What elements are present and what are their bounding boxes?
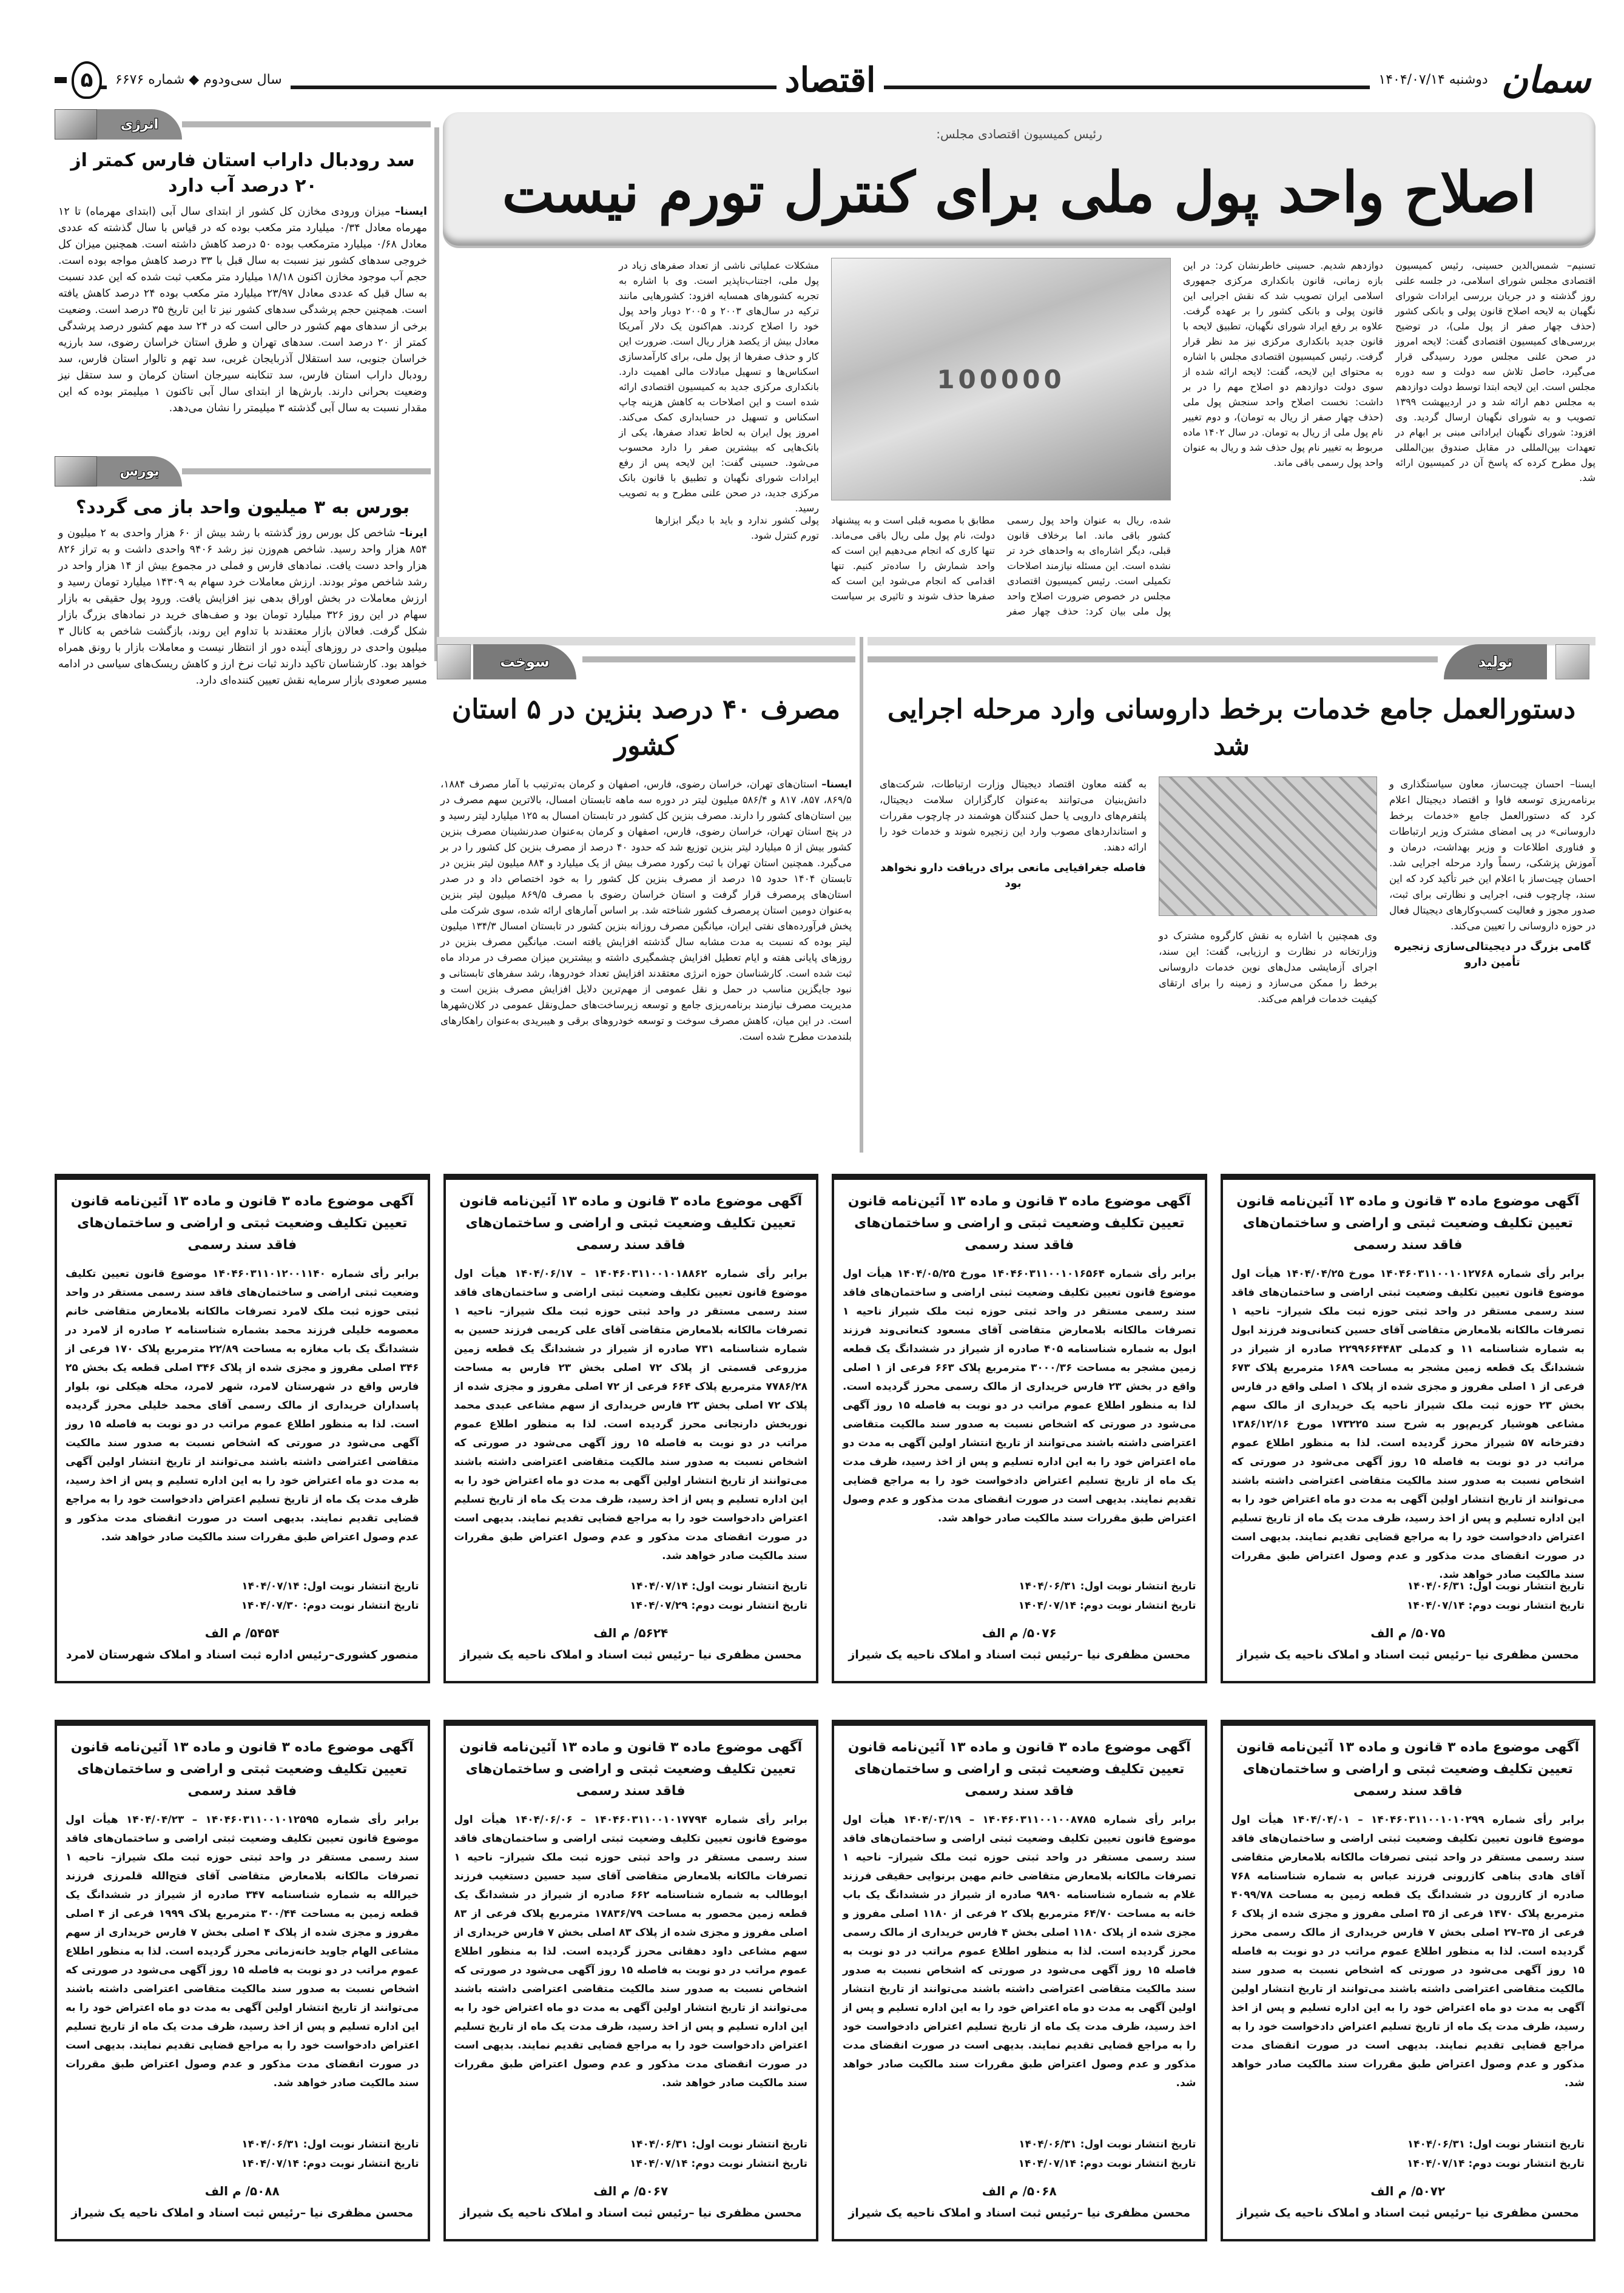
notice-title: آگهی موضوع ماده ۳ قانون و ماده ۱۳ آئین‌نامه قانون تعیین تکلیف وضعیت ثبتی و اراضی و ساختمان‌های فاقد سند رسمی bbox=[1236, 1194, 1580, 1253]
notice-signature: محسن مظفری نیا –رئیس ثبت اسناد و املاک ناحیه یک شیراز bbox=[71, 2206, 414, 2220]
notice-code: ۵۶۲۴/ م الف bbox=[593, 1626, 669, 1640]
first-date-label: تاریخ انتشار نوبت اول: bbox=[303, 1580, 419, 1592]
second-date-label: تاریخ انتشار نوبت دوم: bbox=[1468, 1600, 1585, 1612]
energy-body-text: میزان ورودی مخازن کل کشور از ابتدای سال آبی (ابتدای مهرماه) تا ۱۲ مهرماه معادل ۰/۳۴ میلیارد متر مکعب بوده که در قیاس با سال گذشته که عددی معادل ۰/۶۸ میلیارد مترمکعب بوده ۵۰ درصد کاهش داشته است. همچنین میزان کل خروجی سدهای کشور نیز نسبت به سال قبل با ۳۳ درصد کاهش مواجه بوده است. حجم آب موجود مخازن اکنون ۱۸/۱۸ میلیارد متر مکعب ثبت شده که این عدد نسبت به سال قبل که عددی معادل ۲۳/۹۷ میلیارد متر مکعب بوده ۲۴ درصد کاهش یافته است. همچنین حجم پرشدگی سدهای کشور نیز تا این تاریخ ۳۵ درصد است. وضعیت برخی از سدهای مهم کشور در حالی است که در ۲۴ سد مهم کشور درصد پرشدگی کمتر از ۲۰ درصد است. سدهای تهران و طرق استان خراسان رضوی، سد بارزیه خراسان جنوبی، سد استقلال آذربایجان غربی، سد تهم و تالوار استان فارس، سد رودبال داراب استان فارس، سد تنکابنه سیرجان استان کرمان و سد ستقل نیز وضعیت بحرانی دارند. بارش‌ها از ابتدای سال آبی تاکنون ۱ میلیمتر بوده که این مقدار نسبت به سال آبی گذشته ۳ میلیمتر را نشان می‌دهد. bbox=[58, 206, 428, 414]
health-col-3-text: به گفته معاون اقتصاد دیجیتال وزارت ارتباطات، شرکت‌های دانش‌بنیان می‌توانند به‌عنوان کارگزاران سلامت دیجیتال، پلتفرم‌های دارویی یا حمل کنندگان هوشمند در چارچوب مقررات و استانداردهای مصوب وارد این زنجیره شوند و خدمات خود را ارائه دهند. bbox=[880, 778, 1147, 853]
notice-signature: محسن مظفری نیا –رئیس ثبت اسناد و املاک ناحیه یک شیراز bbox=[459, 2206, 802, 2220]
first-date-value: ۱۴۰۴/۰۶/۳۱ bbox=[241, 2138, 300, 2150]
fuel-nozzle-icon bbox=[437, 644, 471, 679]
issue-number: سال سی‌ودوم ◆ شماره ۶۶۷۶ bbox=[107, 71, 291, 89]
bourse-headline: بورس به ۳ میلیون واحد باز می گردد؟ bbox=[75, 497, 410, 518]
second-date-label: تاریخ انتشار نوبت دوم: bbox=[1079, 2158, 1196, 2170]
tag-bar bbox=[582, 656, 855, 662]
first-date-value: ۱۴۰۴/۰۶/۳۱ bbox=[1019, 1580, 1077, 1592]
fuel-body bbox=[437, 776, 855, 1045]
notice-code: ۵۰۶۷/ م الف bbox=[593, 2184, 669, 2198]
notice-code: ۵۰۷۵/ م الف bbox=[1370, 1626, 1446, 1640]
top-story-headline: اصلاح واحد پول ملی برای کنترل تورم نیست bbox=[502, 160, 1537, 225]
second-date-label: تاریخ انتشار نوبت دوم: bbox=[1468, 2158, 1585, 2170]
second-date-value: ۱۴۰۴/۰۷/۱۴ bbox=[1018, 2158, 1077, 2170]
legal-notice bbox=[1221, 1174, 1596, 1683]
notice-title: آگهی موضوع ماده ۳ قانون و ماده ۱۳ آئین‌نامه قانون تعیین تکلیف وضعیت ثبتی و اراضی و ساختمان‌های فاقد سند رسمی bbox=[847, 1740, 1191, 1799]
first-date-value: ۱۴۰۴/۰۷/۱۴ bbox=[241, 1580, 300, 1592]
bourse-article bbox=[55, 456, 431, 687]
fuel-article bbox=[437, 637, 855, 1153]
legal-notice bbox=[55, 1720, 430, 2241]
masthead bbox=[55, 58, 1595, 103]
first-date-label: تاریخ انتشار نوبت اول: bbox=[303, 2138, 419, 2150]
notice-signature: محسن مظفری نیا –رئیس ثبت اسناد و املاک ناحیه یک شیراز bbox=[1236, 2206, 1579, 2220]
notice-first-date bbox=[843, 2135, 1196, 2154]
banknote-figure: 100000 bbox=[937, 364, 1065, 394]
bourse-tag bbox=[55, 456, 431, 487]
health-col-1-text: ایسنا– احسان چیت‌ساز، معاون سیاستگذاری و برنامه‌ریزی توسعه فاوا و اقتصاد دیجیتال اعلام کرد که دستورالعمل جامع «خدمات برخط داروسانی» در پی امضای مشترک وزیر ارتباطات و فناوری اطلاعات و وزیر بهداشت، درمان و آموزش پزشکی، رسماً وارد مرحله اجرایی شد. احسان چیت‌ساز با اعلام این خبر تأکید کرد که این سند، چارچوب فنی، اجرایی و نظارتی برای ثبت، صدور مجوز و فعالیت کسب‌وکارهای دیجیتال فعال در حوزه داروسانی را تعیین می‌کند. bbox=[1389, 778, 1595, 932]
legal-notice bbox=[443, 1720, 819, 2241]
top-story-columns bbox=[443, 258, 1595, 628]
health-tag bbox=[868, 637, 1595, 679]
legal-notice bbox=[1221, 1720, 1596, 2241]
second-date-label: تاریخ انتشار نوبت دوم: bbox=[691, 1600, 807, 1612]
bourse-source: ایرنا– bbox=[399, 527, 427, 539]
notice-body: برابر رأی شماره ۱۴۰۴۶۰۳۱۱۰۰۱۰۱۲۷۶۸ مورخ ۱۴۰۴/۰۴/۲۵ هیأت اول موضوع قانون تعیین تکلیف وضعیت ثبتی اراضی و ساختمان‌های فاقد سند رسمی مستقر در واحد ثبتی حوزه ثبت ملک شیراز– ناحیه ۱ تصرفات مالکانه بلامعارض متقاضی آقای حسین کنعانی‌وند فرزند ابول به شماره شناسنامه ۱۱ و کدملی ۲۲۹۹۶۶۴۴۸۳ صادره از شیراز در ششدانگ یک قطعه زمین مشجر به مساحت ۱۶۸۹ مترمربع پلاک ۶۷۳ فرعی از ۱ اصلی مفروز و مجزی شده از پلاک ۱ اصلی واقع در فارس بخش ۲۳ حوزه ثبت ملک شیراز ناحیه یک خریداری از مالک سهم مشاعی هوشیار کریم‌پور به شرح سند ۱۷۳۲۲۵ مورخ ۱۳۸۶/۱۲/۱۶ دفترخانه ۵۷ شیراز محرز گردیده است. لذا به منظور اطلاع عموم مراتب در دو نوبت به فاصله ۱۵ روز آگهی می‌شود در صورتی که اشخاص نسبت به صدور سند مالکیت متقاضی اعتراضی داشته باشند می‌توانند از تاریخ انتشار اولین آگهی به مدت دو ماه اعتراض خود را به این اداره تسلیم و پس از اخذ رسید، ظرف مدت یک ماه از تاریخ تسلیم اعتراض دادخواست خود را به مراجع قضایی تقدیم نمایند. بدیهی است در صورت انقضای مدت مذکور و عدم وصول اعتراض طبق مقررات سند مالکیت صادر خواهد شد. bbox=[1231, 1268, 1585, 1581]
health-headline: دستورالعمل جامع خدمات برخط داروسانی وارد مرحله اجرایی شد bbox=[887, 694, 1576, 761]
notice-title: آگهی موضوع ماده ۳ قانون و ماده ۱۳ آئین‌نامه قانون تعیین تکلیف وضعیت ثبتی و اراضی و ساختمان‌های فاقد سند رسمی bbox=[1236, 1740, 1580, 1799]
tag-bar bbox=[868, 656, 1438, 662]
notice-body: برابر رأی شماره ۱۴۰۴۶۰۳۱۱۰۰۱۰۰۸۷۸۵ – ۱۴۰۴/۰۳/۱۹ هیأت اول موضوع قانون تعیین تکلیف وضعیت ثبتی اراضی و ساختمان‌های فاقد سند رسمی مستقر در واحد ثبتی حوزه ثبت ملک شیراز– ناحیه ۱ تصرفات مالکانه بلامعارض متقاضی خانم مهین برنوایی حقیقی فرزند غلام به شماره شناسنامه ۹۸۹۰ صادره از شیراز در ششدانگ یک باب خانه به مساحت ۶۴/۷۰ مترمربع پلاک ۲ فرعی از ۱۱۸۰ اصلی مفروز و مجزی شده از پلاک ۱۱۸۰ اصلی بخش ۴ فارس خریداری از مالک رسمی محرز گردیده است. لذا به منظور اطلاع عموم مراتب در دو نوبت به فاصله ۱۵ روز آگهی می‌شود در صورتی که اشخاص نسبت به صدور سند مالکیت متقاضی اعتراضی داشته باشند می‌توانند از تاریخ انتشار اولین آگهی به مدت دو ماه اعتراض خود را به این اداره تسلیم و پس از اخذ رسید، ظرف مدت یک ماه از تاریخ تسلیم اعتراض دادخواست خود را به مراجع قضایی تقدیم نمایند. بدیهی است در صورت انقضای مدت مذکور و عدم وصول اعتراض طبق مقررات سند مالکیت صادر خواهد شد. bbox=[843, 1814, 1196, 2089]
fuel-tag bbox=[437, 637, 855, 679]
energy-source: ایسنا– bbox=[395, 206, 427, 218]
puzzle-icon bbox=[1555, 644, 1589, 679]
energy-body bbox=[55, 204, 431, 417]
section-title: اقتصاد bbox=[777, 58, 884, 103]
first-date-value: ۱۴۰۴/۰۷/۱۴ bbox=[630, 1580, 689, 1592]
health-subheading-2: گامی بزرگ در دیجیتالی‌سازی زنجیره تأمین دارو bbox=[1394, 940, 1591, 969]
legal-notices-row-2 bbox=[55, 1720, 1595, 2241]
notice-code: ۵۰۷۶/ م الف bbox=[982, 1626, 1057, 1640]
notice-signature: منصور کشوری–رئیس اداره ثبت اسناد و املاک شهرستان لامرد bbox=[66, 1648, 419, 1662]
issue-date: دوشنبه ۱۴۰۴/۰۷/۱۴ bbox=[1370, 71, 1496, 89]
first-date-label: تاریخ انتشار نوبت اول: bbox=[692, 2138, 807, 2150]
legal-notice bbox=[443, 1174, 819, 1683]
top-story-kicker: رئیس کمیسیون اقتصادی مجلس: bbox=[936, 127, 1102, 141]
notice-second-date bbox=[843, 1596, 1196, 1615]
page-dash bbox=[55, 77, 67, 83]
second-date-value: ۱۴۰۴/۰۷/۱۴ bbox=[241, 2158, 300, 2170]
tag-bar bbox=[182, 121, 431, 127]
top-story-col-3: شده، ریال به عنوان واحد پول رسمی کشور باقی ماند. اما برخلاف قانون قبلی، دیگر اشاره‌ای به واحدهای خرد تر نشده است. این مسئله نیازمند اصلاحات تکمیلی است. رئیس کمیسیون اقتصادی مجلس در خصوص ضرورت اصلاح واحد پول ملی بیان کرد: حذف چهار صفر مطابق با مصوبه قبلی است و به پیشنهاد دولت، نام پول ملی ریال باقی می‌ماند. تنها کاری که انجام می‌دهیم این است که واحد شمارش را ساده‌تر کنیم. تنها اقدامی که انجام می‌شود این است که صفرها حذف شوند و تاثیری بر سیاست پولی کشور ندارد و باید با دیگر ابزارها تورم کنترل شود. bbox=[655, 514, 1171, 617]
second-date-label: تاریخ انتشار نوبت دوم: bbox=[302, 1600, 419, 1612]
middle-row bbox=[437, 637, 1595, 1153]
notice-signature: محسن مظفری نیا –رئیس ثبت اسناد و املاک ناحیه یک شیراز bbox=[1236, 1648, 1579, 1662]
first-date-label: تاریخ انتشار نوبت اول: bbox=[1080, 2138, 1196, 2150]
fuel-tag-label: سوخت bbox=[473, 644, 576, 679]
first-date-value: ۱۴۰۴/۰۶/۳۱ bbox=[630, 2138, 689, 2150]
notice-second-date bbox=[454, 2154, 808, 2173]
fuel-headline: مصرف ۴۰ درصد بنزین در ۵ استان کشور bbox=[451, 694, 841, 761]
top-story bbox=[443, 112, 1595, 634]
second-date-label: تاریخ انتشار نوبت دوم: bbox=[1079, 1600, 1196, 1612]
top-story-col-2: دوازدهم شدیم. حسینی خاطرنشان کرد: در این بازه زمانی، قانون بانکداری مرکزی جمهوری اسلامی ایران تصویب شد که نقش اجرایی این قانون پولی و بانکی کشور را بر عهده گرفت. علاوه بر رفع ایراد شورای نگهبان، تطبیق لایحه با قانون جدید بانکداری مرکزی نیز مد نظر قرار گرفت. رئیس کمیسیون اقتصادی مجلس با اشاره به محتوای این لایحه، گفت: لایحه ارائه شده از سوی دولت دوازدهم دو اصلاح مهم را در بر داشت: نخست اصلاح واحد سنجش پول ملی (حذف چهار صفر از ریال به تومان)، و دوم تغییر نام پول ملی از ریال به تومان. در سال ۱۴۰۲ ماده مربوط به تغییر نام پول حذف شد و ریال به عنوان واحد پول رسمی باقی ماند. bbox=[1183, 260, 1383, 468]
notice-second-date bbox=[66, 2154, 419, 2173]
notice-title: آگهی موضوع ماده ۳ قانون و ماده ۱۳ آئین‌نامه قانون تعیین تکلیف وضعیت ثبتی و اراضی و ساختمان‌های فاقد سند رسمی bbox=[70, 1194, 414, 1253]
notice-first-date bbox=[454, 1577, 808, 1596]
notice-code: ۵۴۵۴/ م الف bbox=[204, 1626, 280, 1640]
notice-body: برابر رأی شماره ۱۴۰۴۶۰۳۱۱۰۰۱۰۱۸۸۶۲ – ۱۴۰۴/۰۶/۱۷ هیأت اول موضوع قانون تعیین تکلیف وضعیت ثبتی اراضی و ساختمان‌های فاقد سند رسمی مستقر در واحد ثبتی حوزه ثبت ملک شیراز– ناحیه ۱ تصرفات مالکانه بلامعارض متقاضی آقای علی کریمی فرزند حسین به شماره شناسنامه ۷۳۱ صادره از شیراز در ششدانگ یک قطعه زمین مزروعی قسمتی از پلاک ۷۲ اصلی بخش ۲۳ فارس به مساحت ۷۷۸۶/۲۸ مترمربع پلاک ۶۶۴ فرعی از ۷۲ اصلی مفروز و مجزی شده از پلاک ۷۲ اصلی بخش ۲۳ فارس خریداری از سهم مشاعی عبدی محمد نوربخش دارنجانی محرز گردیده است. لذا به منظور اطلاع عموم مراتب در دو نوبت به فاصله ۱۵ روز آگهی می‌شود در صورتی که اشخاص نسبت به صدور سند مالکیت متقاضی اعتراضی داشته باشند می‌توانند از تاریخ انتشار اولین آگهی به مدت دو ماه اعتراض خود را به این اداره تسلیم و پس از اخذ رسید، ظرف مدت یک ماه از تاریخ تسلیم اعتراض دادخواست خود را به مراجع قضایی تقدیم نمایند. بدیهی است در صورت انقضای مدت مذکور و عدم وصول اعتراض طبق مقررات سند مالکیت صادر خواهد شد. bbox=[454, 1268, 808, 1562]
first-date-label: تاریخ انتشار نوبت اول: bbox=[1469, 2138, 1585, 2150]
notice-signature: محسن مظفری نیا –رئیس ثبت اسناد و املاک ناحیه یک شیراز bbox=[848, 2206, 1191, 2220]
top-story-col-1: تسنیم– شمس‌الدین حسینی، رئیس کمیسیون اقتصادی مجلس شورای اسلامی، در جلسه علنی روز گذشته و در جریان بررسی ایرادات شورای نگهبان به لایحه اصلاح قانون پولی و بانکی کشور (حذف چهار صفر از پول ملی)، در توضیح بررسی‌های کمیسیون اقتصادی گفت: لایحه امروز در صحن علنی مجلس مورد رسیدگی قرار می‌گیرد، حاصل تلاش سه دولت و سه دوره مجلس است. این لایحه ابتدا توسط دولت دوازدهم به مجلس دهم ارائه شد و در اردیبهشت ۱۳۹۹ تصویب و به شورای نگهبان ارسال گردید. وی افزود: شورای نگهبان ایراداتی مبنی بر ابهام در تعهدات بین‌المللی در مقابل صندوق بین‌المللی پول مطرح کرده که پاسخ آن در کمیسیون ارائه شد. bbox=[1395, 260, 1595, 483]
left-column bbox=[55, 109, 431, 687]
notice-body: برابر رأی شماره ۱۴۰۴۶۰۳۱۱۰۰۱۰۱۶۵۶۴ مورخ ۱۴۰۴/۰۵/۲۵ هیأت اول موضوع قانون تعیین تکلیف وضعیت ثبتی اراضی و ساختمان‌های فاقد سند رسمی مستقر در واحد ثبتی حوزه ثبت ملک شیراز ناحیه ۱ تصرفات مالکانه بلامعارض متقاضی آقای مسعود کنعانی‌وند فرزند ابول به شماره شناسنامه ۴۰۵ صادره از شیراز در ششدانگ یک قطعه زمین مشجر به مساحت ۳۰۰۰/۳۶ مترمربع پلاک ۶۶۳ فرعی از ۱ اصلی واقع در بخش ۲۳ فارس خریداری از مالک رسمی محرز گردیده است. لذا به منظور اطلاع عموم مراتب در دو نوبت به فاصله ۱۵ روز آگهی می‌شود در صورتی که اشخاص نسبت به صدور سند مالکیت متقاضی اعتراضی داشته باشند می‌توانند از تاریخ انتشار اولین آگهی به مدت دو ماه اعتراض خود را به این اداره تسلیم و پس از اخذ رسید، ظرف مدت یک ماه از تاریخ تسلیم اعتراض دادخواست خود را به مراجع قضایی تقدیم نمایند. بدیهی است در صورت انقضای مدت مذکور و عدم وصول اعتراض طبق مقررات سند مالکیت صادر خواهد شد. bbox=[843, 1268, 1196, 1524]
notice-first-date bbox=[1231, 2135, 1585, 2154]
first-date-value: ۱۴۰۴/۰۶/۳۱ bbox=[1019, 2138, 1077, 2150]
notice-body: برابر رأی شماره ۱۴۰۴۶۰۳۱۱۰۰۱۰۱۰۲۹۹ – ۱۴۰۴/۰۴/۰۱ هیأت اول موضوع قانون تعیین تکلیف وضعیت ثبتی اراضی و ساختمان‌های فاقد سند رسمی مستقر در واحد ثبتی تصرفات مالکانه بلامعارض متقاضی آقای هادی بناهی کازرونی فرزند عباس به شماره شناسنامه ۷۶۸ صادره از کازرون در ششدانگ یک قطعه زمین به مساحت ۴۰۹۹/۷۸ مترمربع پلاک ۱۴۷۰ فرعی از ۳۵ اصلی مفروز و مجزی شده از پلاک ۶ فرعی از ۳۵–۲۷ اصلی بخش ۷ فارس خریداری از مالک رسمی محرز گردیده است. لذا به منظور اطلاع عموم مراتب در دو نوبت به فاصله ۱۵ روز آگهی می‌شود در صورتی که اشخاص نسبت به صدور سند مالکیت متقاضی اعتراضی داشته باشند می‌توانند از تاریخ انتشار اولین آگهی به مدت دو ماه اعتراض خود را به این اداره تسلیم و پس از اخذ رسید، ظرف مدت یک ماه از تاریخ تسلیم اعتراض دادخواست خود را به مراجع قضایی تقدیم نمایند. بدیهی است در صورت انقضای مدت مذکور و عدم وصول اعتراض طبق مقررات سند مالکیت صادر خواهد شد. bbox=[1231, 1814, 1585, 2089]
second-date-label: تاریخ انتشار نوبت دوم: bbox=[691, 2158, 807, 2170]
legal-notice bbox=[832, 1720, 1207, 2241]
legal-notice bbox=[55, 1174, 430, 1683]
notice-first-date bbox=[66, 2135, 419, 2154]
first-date-value: ۱۴۰۴/۰۶/۳۱ bbox=[1407, 2138, 1466, 2150]
notice-code: ۵۰۶۸/ م الف bbox=[982, 2184, 1057, 2198]
legal-notices-row-1 bbox=[55, 1174, 1595, 1683]
bourse-body-text: شاخص کل بورس روز گذشته با رشد بیش از ۶۰ هزار واحدی به ۲ میلیون و ۸۵۴ هزار واحد رسید. شاخص هم‌وزن نیز رشد ۹۴۰۶ واحدی داشت و به تراز ۸۲۶ هزار واحد دست یافت. نمادهای فارس و فملی در مجموع بیش از ۱۴ هزار واحد در رشد شاخص موثر بودند. ارزش معاملات خرد سهام به ۱۴۳۰۹ میلیارد تومان رسید و ارزش معاملات در بخش اوراق بدهی نیز افزایش یافت. ورود پول حقیقی به بازار سهام در این روز ۳۲۶ میلیارد تومان بود و صف‌های خرید در نمادهای بزرگ بازار شکل گرفت. فعالان بازار معتقدند با تداوم این روند، بازگشت شاخص به کانال ۳ میلیون واحدی در روزهای آینده دور از انتظار نیست و معاملات بازار با رونق همراه خواهد بود. کارشناسان تاکید دارند ثبات نرخ ارز و کاهش ریسک‌های سیاسی در ادامه مسیر صعودی بازار سرمایه نقش تعیین کننده‌ای دارد. bbox=[58, 527, 427, 687]
health-col-2-text: وی همچنین با اشاره به نقش کارگروه مشترک دو وزارتخانه در نظارت و ارزیابی، گفت: این سند، اجرای آزمایشی مدل‌های نوین خدمات داروسانی برخط را ممکن می‌سازد و زمینه را برای ارتقای کیفیت خدمات فراهم می‌کند. bbox=[1159, 930, 1377, 1005]
second-date-value: ۱۴۰۴/۰۷/۲۹ bbox=[630, 1600, 688, 1612]
banknote-photo bbox=[831, 258, 1171, 500]
pharmacy-cart-photo bbox=[1159, 776, 1377, 916]
column-divider bbox=[434, 127, 439, 661]
energy-tag bbox=[55, 109, 431, 140]
second-date-value: ۱۴۰۴/۰۷/۱۴ bbox=[1407, 2158, 1465, 2170]
health-col-3 bbox=[880, 776, 1147, 1189]
notice-title: آگهی موضوع ماده ۳ قانون و ماده ۱۳ آئین‌نامه قانون تعیین تکلیف وضعیت ثبتی و اراضی و ساختمان‌های فاقد سند رسمی bbox=[847, 1194, 1191, 1253]
first-date-label: تاریخ انتشار نوبت اول: bbox=[1080, 1580, 1196, 1592]
fuel-body-text: استان‌های تهران، خراسان رضوی، فارس، اصفهان و کرمان به‌ترتیب با آمار مصرف ۱۸۸۴، ۸۶۹/۵، ۸۵۷، ۸۱۷ و ۵۸۶/۴ میلیون لیتر در دوره سه ماهه تابستان امسال، بالاترین سهم مصرف در بین استان‌های کشور را دارند. مصرف بنزین کل کشور در تابستان امسال به ۱۲۵ میلیارد لیتر رسید و در پنج استان تهران، خراسان رضوی، فارس، اصفهان و کرمان به‌عنوان صدرنشینان مصرف بنزین کشور بیش از ۵ میلیارد لیتر بنزین توزیع شد که حدود ۴۰ درصد از مصرف بنزین کل کشور را در بر می‌گیرد. همچنین استان تهران با ثبت رکورد مصرف بیش از یک میلیارد و ۸۸۴ میلیون لیتر بنزین در تابستان ۱۴۰۴ حدود ۱۵ درصد از مصرف بنزین کل کشور را به خود اختصاص داد و در صدر استان‌های پرمصرف قرار گرفت و استان خراسان رضوی با مصرف ۸۶۹/۵ میلیون لیتر بنزین به‌عنوان دومین استان پرمصرف کشور شناخته شد. بر اساس آمارهای ارائه شده، سوی شرکت ملی پخش فرآورده‌های نفتی ایران، میانگین مصرف روزانه بنزین کشور در تابستان امسال ۱۳۴/۳ میلیون لیتر بوده که نسبت به مدت مشابه سال گذشته افزایش یافته است. میانگین مصرف بنزین در روزهای پایانی هفته و ایام تعطیل افزایش چشمگیری داشته و بیشترین میزان مصرف در مرداد ماه ثبت شده است. کارشناسان حوزه انرژی معتقدند افزایش تعداد خودروها، رشد سفرهای تابستانی و نبود جایگزین مناسب در حمل و نقل عمومی از مهم‌ترین دلایل افزایش مصرف بنزین است و مدیریت مصرف نیازمند برنامه‌ریزی جامع و توسعه زیرساخت‌های حمل‌ونقل عمومی در کلان‌شهرها است. در این میان، کاهش مصرف سوخت و توسعه خودروهای برقی و هیبریدی به‌عنوان راهکارهای بلندمدت مطرح شده است. bbox=[440, 778, 852, 1042]
notice-second-date bbox=[1231, 1596, 1585, 1615]
notice-second-date bbox=[1231, 2154, 1585, 2173]
notice-first-date bbox=[1231, 1577, 1585, 1596]
notice-body: برابر رأی شماره ۱۴۰۴۶۰۳۱۱۰۰۱۰۱۲۵۹۵ – ۱۴۰۴/۰۴/۲۳ هیأت اول موضوع قانون تعیین تکلیف وضعیت ثبتی اراضی و ساختمان‌های فاقد سند رسمی مستقر در واحد ثبتی حوزه ثبت ملک شیراز– ناحیه ۱ تصرفات مالکانه بلامعارض متقاضی آقای فتح‌الله قلمرزی فرزند خیرالله به شماره شناسنامه ۳۴۷ صادره از شیراز در ششدانگ یک قطعه زمین به مساحت ۳۰۰/۴۴ مترمربع پلاک ۱۹۹۹ فرعی از ۴ اصلی مفروز و مجزی شده از پلاک ۴ اصلی بخش ۷ فارس خریداری از سهم مشاعی الهام جاوید خانه‌زمانی محرز گردیده است. لذا به منظور اطلاع عموم مراتب در دو نوبت به فاصله ۱۵ روز آگهی می‌شود در صورتی که اشخاص نسبت به صدور سند مالکیت متقاضی اعتراضی داشته باشند می‌توانند از تاریخ انتشار اولین آگهی به مدت دو ماه اعتراض خود را به این اداره تسلیم و پس از اخذ رسید، ظرف مدت یک ماه از تاریخ تسلیم اعتراض دادخواست خود را به مراجع قضایی تقدیم نمایند. بدیهی است در صورت انقضای مدت مذکور و عدم وصول اعتراض طبق مقررات سند مالکیت صادر خواهد شد. bbox=[66, 1814, 419, 2089]
notice-second-date bbox=[843, 2154, 1196, 2173]
notice-title: آگهی موضوع ماده ۳ قانون و ماده ۱۳ آئین‌نامه قانون تعیین تکلیف وضعیت ثبتی و اراضی و ساختمان‌های فاقد سند رسمی bbox=[459, 1740, 803, 1799]
notice-title: آگهی موضوع ماده ۳ قانون و ماده ۱۳ آئین‌نامه قانون تعیین تکلیف وضعیت ثبتی و اراضی و ساختمان‌های فاقد سند رسمی bbox=[70, 1740, 414, 1799]
column-divider bbox=[860, 637, 863, 1153]
notice-title: آگهی موضوع ماده ۳ قانون و ماده ۱۳ آئین‌نامه قانون تعیین تکلیف وضعیت ثبتی و اراضی و ساختمان‌های فاقد سند رسمی bbox=[459, 1194, 803, 1253]
notice-first-date bbox=[454, 2135, 808, 2154]
energy-article bbox=[55, 109, 431, 449]
notice-first-date bbox=[843, 1577, 1196, 1596]
bourse-body bbox=[55, 525, 431, 689]
headline-banner bbox=[443, 112, 1595, 246]
second-date-value: ۱۴۰۴/۰۷/۳۰ bbox=[241, 1600, 300, 1612]
notice-code: ۵۰۸۸/ م الف bbox=[204, 2184, 280, 2198]
legal-notice bbox=[832, 1174, 1207, 1683]
bourse-tag-tab bbox=[97, 456, 182, 487]
energy-headline: سد رودبال داراب استان فارس کمتر از ۲۰ درصد آب دارد bbox=[70, 150, 415, 197]
first-date-label: تاریخ انتشار نوبت اول: bbox=[692, 1580, 807, 1592]
health-col-2 bbox=[1159, 928, 1377, 1189]
first-date-value: ۱۴۰۴/۰۶/۳۱ bbox=[1407, 1580, 1466, 1592]
notice-body: برابر رأی شماره ۱۴۰۴۶۰۳۱۱۰۰۱۰۱۷۷۹۴ – ۱۴۰۴/۰۶/۰۶ هیأت اول موضوع قانون تعیین تکلیف وضعیت ثبتی اراضی و ساختمان‌های فاقد سند رسمی مستقر در واحد ثبتی حوزه ثبت ملک شیراز– ناحیه ۱ تصرفات مالکانه بلامعارض متقاضی آقای سید حسین دستغیب فرزند ابوطالب به شماره شناسنامه ۶۶۲ صادره از شیراز در ششدانگ یک قطعه زمین محصور به مساحت ۱۷۸۳۶/۷۹ مترمربع پلاک فرعی از ۸۳ اصلی مفروز و مجزی شده از پلاک ۸۳ اصلی بخش ۷ فارس خریداری از سهم مشاعی داود دهقانی محرز گردیده است. لذا به منظور اطلاع عموم مراتب در دو نوبت به فاصله ۱۵ روز آگهی می‌شود در صورتی که اشخاص نسبت به صدور سند مالکیت متقاضی اعتراضی داشته باشند می‌توانند از تاریخ انتشار اولین آگهی به مدت دو ماه اعتراض خود را به این اداره تسلیم و پس از اخذ رسید، ظرف مدت یک ماه از تاریخ تسلیم اعتراض دادخواست خود را به مراجع قضایی تقدیم نمایند. بدیهی است در صورت انقضای مدت مذکور و عدم وصول اعتراض طبق مقررات سند مالکیت صادر خواهد شد. bbox=[454, 1814, 807, 2089]
health-article bbox=[868, 637, 1595, 1153]
bourse-tag-label: بورس bbox=[120, 463, 160, 479]
notice-second-date bbox=[454, 1596, 808, 1615]
energy-tag-tab bbox=[97, 109, 182, 140]
dam-photo-icon bbox=[55, 109, 97, 140]
notice-first-date bbox=[66, 1577, 419, 1596]
energy-tag-label: انرژی bbox=[120, 116, 159, 132]
notice-signature: محسن مظفری نیا –رئیس ثبت اسناد و املاک ناحیه یک شیراز bbox=[459, 1648, 802, 1662]
stock-chart-icon bbox=[55, 456, 97, 487]
first-date-label: تاریخ انتشار نوبت اول: bbox=[1469, 1580, 1585, 1592]
top-story-col-4: مشکلات عملیاتی ناشی از تعداد صفرهای زیاد در پول ملی، اجتناب‌ناپذیر است. وی با اشاره به تجربه کشورهای همسایه افزود: کشورهایی مانند ترکیه در سال‌های ۲۰۰۳ و ۲۰۰۵ دوبار واحد پول خود را اصلاح کردند. هم‌اکنون یک دلار آمریکا معادل بیش از یکصد هزار ریال است. ضرورت این کار و حذف صفرها از پول ملی، برای کارآمدسازی اسکناس‌ها و تسهیل مبادلات مالی اهمیت دارد. بانکداری مرکزی جدید به کمیسیون اقتصادی ارائه شده است و این اصلاحات به کاهش هزینه چاپ اسکناس و تسهیل در حسابداری کمک می‌کند. امروز پول ایران به لحاظ تعداد صفرها، یکی از بانک‌هایی که بیشترین صفر را دارد محسوب می‌شود. حسینی گفت: این لایحه پس از رفع ایرادات شورای نگهبان و تطبیق با قانون بانک مرکزی جدید، در صحن علنی مطرح و به تصویب رسید. bbox=[619, 260, 820, 514]
notice-code: ۵۰۷۲/ م الف bbox=[1370, 2184, 1446, 2198]
tag-bar bbox=[182, 468, 431, 474]
second-date-label: تاریخ انتشار نوبت دوم: bbox=[302, 2158, 419, 2170]
page-number: ۵ bbox=[72, 61, 102, 99]
second-date-value: ۱۴۰۴/۰۷/۱۴ bbox=[1407, 1600, 1465, 1612]
second-date-value: ۱۴۰۴/۰۷/۱۴ bbox=[1018, 1600, 1077, 1612]
health-columns bbox=[868, 776, 1595, 1189]
second-date-value: ۱۴۰۴/۰۷/۱۴ bbox=[630, 2158, 688, 2170]
newspaper-logo: سمان bbox=[1497, 58, 1595, 103]
health-col-1 bbox=[1389, 776, 1595, 1189]
notice-body: برابر رأی شماره ۱۴۰۴۶۰۳۱۱۰۱۲۰۰۱۱۴۰ موضوع قانون تعیین تکلیف وضعیت ثبتی اراضی و ساختمان‌های فاقد سند رسمی مستقر در واحد ثبتی حوزه ثبت ملک لامرد تصرفات مالکانه بلامعارض متقاضی خانم معصومه خلیلی فرزند محمد بشماره شناسنامه ۲ صادره از لامرد در ششدانگ یک باب مغازه به مساحت ۲۲/۸۹ مترمربع پلاک ۱۷۰ فرعی از ۳۴۶ اصلی مفروز و مجزی شده از پلاک ۳۴۶ اصلی قطعه یک بخش ۲۵ فارس واقع در شهرستان لامرد، شهر لامرد، محله هیکلی نو، بلوار پاسداران خریداری از مالک رسمی آقای محمد خلیلی محرز گردیده است. لذا به منظور اطلاع عموم مراتب در دو نوبت به فاصله ۱۵ روز آگهی می‌شود در صورتی که اشخاص نسبت به صدور سند مالکیت متقاضی اعتراضی داشته باشند می‌توانند از تاریخ انتشار اولین آگهی به مدت دو ماه اعتراض خود را به این اداره تسلیم و پس از اخذ رسید، ظرف مدت یک ماه از تاریخ تسلیم اعتراض دادخواست خود را به مراجع قضایی تقدیم نمایند. بدیهی است در صورت انقضای مدت مذکور و عدم وصول اعتراض طبق مقررات سند مالکیت صادر خواهد شد. bbox=[66, 1268, 419, 1543]
health-tag-label: تولید bbox=[1444, 644, 1547, 679]
fuel-source: ایسنا– bbox=[821, 778, 852, 790]
notice-second-date bbox=[66, 1596, 419, 1615]
notice-signature: محسن مظفری نیا –رئیس ثبت اسناد و املاک ناحیه یک شیراز bbox=[848, 1648, 1191, 1662]
health-subheading: فاصله جغرافیایی مانعی برای دریافت دارو نخواهد بود bbox=[880, 861, 1146, 890]
